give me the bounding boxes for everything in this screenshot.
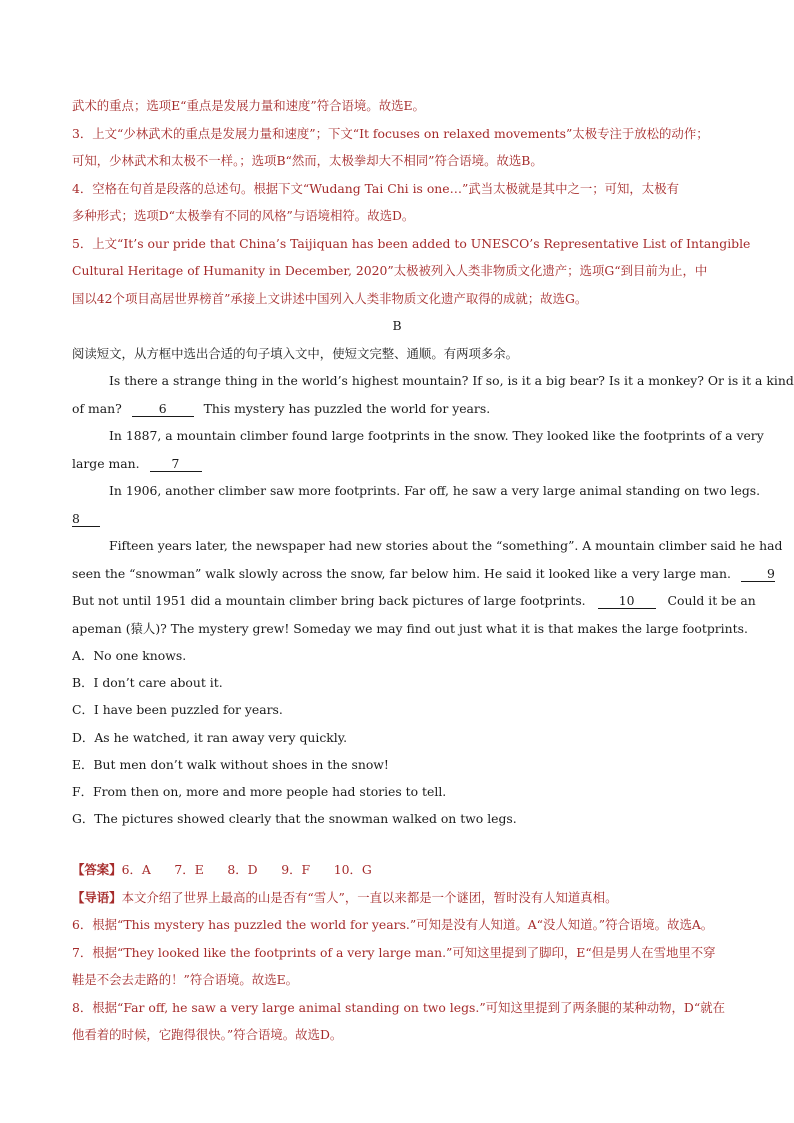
explanation-line: 5．上文“It’s our pride that China’s Taijiquan has been added to UNESCO’s Representative List of Intangible <box>72 235 751 251</box>
passage-line <box>72 560 775 588</box>
option-g: G．The pictures showed clearly that the snowman walked on two legs. <box>72 811 517 827</box>
explanation-line: 国以42个项目高居世界榜首”承接上文讲述中国列入人类非物质文化遗产取得的成就；故选G。 <box>72 290 588 306</box>
instruction: 阅读短文，从方框中选出合适的句子填入文中，使短文完整、通顺。有两项多余。 <box>72 345 519 361</box>
guide-line <box>72 884 722 912</box>
explanation-line: 可知，少林武术和太极不一样。；选项B“然而，太极拳却大不相同”符合语境。故选B。 <box>72 153 543 168</box>
passage-line: In 1906, another climber saw more footprints. Far off, he saw a very large animal standing on two legs. <box>109 483 761 498</box>
answer-blank-6[interactable]: 6 <box>132 402 194 417</box>
passage-line: Fifteen years later, the newspaper had new stories about the “something”. A mountain climber said he had <box>109 538 783 553</box>
explanation-line: 3．上文“少林武术的重点是发展力量和速度”；下文“It focuses on relaxed movements”太极专注于放松的动作； <box>72 125 709 141</box>
passage-text: large man. <box>72 455 140 471</box>
answer-text: 6．A 7．E 8．D 9．F 10．G <box>121 862 372 878</box>
guide-text: 本文介绍了世界上最高的山是否有“雪人”，一直以来都是一个谜团，暂时没有人知道真相。 <box>121 889 618 905</box>
passage-line <box>72 587 756 615</box>
option-f: F．From then on, more and more people had stories to tell. <box>72 784 447 800</box>
guide-label: 【导语】 <box>72 889 122 905</box>
section-letter: B <box>392 318 402 333</box>
explanation-line: Cultural Heritage of Humanity in December, 2020”太极被列入人类非物质文化遗产；选项G“到目前为止，中 <box>72 263 708 278</box>
passage-line: In 1887, a mountain climber found large footprints in the snow. They looked like the footprints of a very <box>109 428 764 443</box>
passage-text: Could it be an <box>667 593 756 608</box>
passage-text: But not until 1951 did a mountain climber bring back pictures of large footprints. <box>72 593 586 608</box>
passage-line: apeman (猿人)? The mystery grew! Someday we may find out just what it is that makes the large footprints. <box>72 620 748 636</box>
passage-line: Is there a strange thing in the world’s highest mountain? If so, is it a big bear? Is it a monkey? Or is it a kind <box>109 373 794 388</box>
option-c: C．I have been puzzled for years. <box>72 702 283 718</box>
explanation-line: 他看着的时候，它跑得很快。”符合语境。故选D。 <box>72 1027 343 1043</box>
explanation-line: 7．根据“They looked like the footprints of a very large man.”可知这里提到了脚印，E“但是男人在雪地里不穿 <box>72 944 716 960</box>
explanation-line: 武术的重点；选项E“重点是发展力量和速度”符合语境。故选E。 <box>72 98 425 113</box>
option-b: B．I don’t care about it. <box>72 675 223 691</box>
passage-line <box>72 505 722 533</box>
explanation-line: 4．空格在句首是段落的总述句。根据下文“Wudang Tai Chi is one…”武当太极就是其中之一；可知，太极有 <box>72 180 679 196</box>
explanation-line: 8．根据“Far off, he saw a very large animal standing on two legs.”可知这里提到了两条腿的某种动物，D“就在 <box>72 999 725 1015</box>
answer-blank-7[interactable]: 7 <box>150 457 202 472</box>
answer-blank-10[interactable]: 10 <box>598 594 656 609</box>
passage-line <box>72 395 722 423</box>
explanation-line: 鞋是不会去走路的！”符合语境。故选E。 <box>72 972 299 988</box>
answer-line <box>72 856 722 884</box>
passage-line <box>72 450 722 478</box>
passage-text: seen the “snowman” walk slowly across the snow, far below him. He said it looked like a very large man. <box>72 565 731 581</box>
explanation-line: 多种形式；选项D“太极拳有不同的风格”与语境相符。故选D。 <box>72 208 415 223</box>
answer-blank-9[interactable]: 9 <box>741 567 775 582</box>
passage-text: of man? <box>72 400 122 416</box>
option-a: A．No one knows. <box>72 648 187 663</box>
answer-label: 【答案】 <box>72 862 122 878</box>
explanation-line: 6．根据“This mystery has puzzled the world for years.”可知是没有人知道。A“没人知道。”符合语境。故选A。 <box>72 917 714 933</box>
option-d: D．As he watched, it ran away very quickly. <box>72 729 348 745</box>
option-e: E．But men don’t walk without shoes in the snow! <box>72 756 389 772</box>
passage-text: This mystery has puzzled the world for years. <box>203 400 491 416</box>
answer-blank-8[interactable]: 8 <box>72 512 100 527</box>
